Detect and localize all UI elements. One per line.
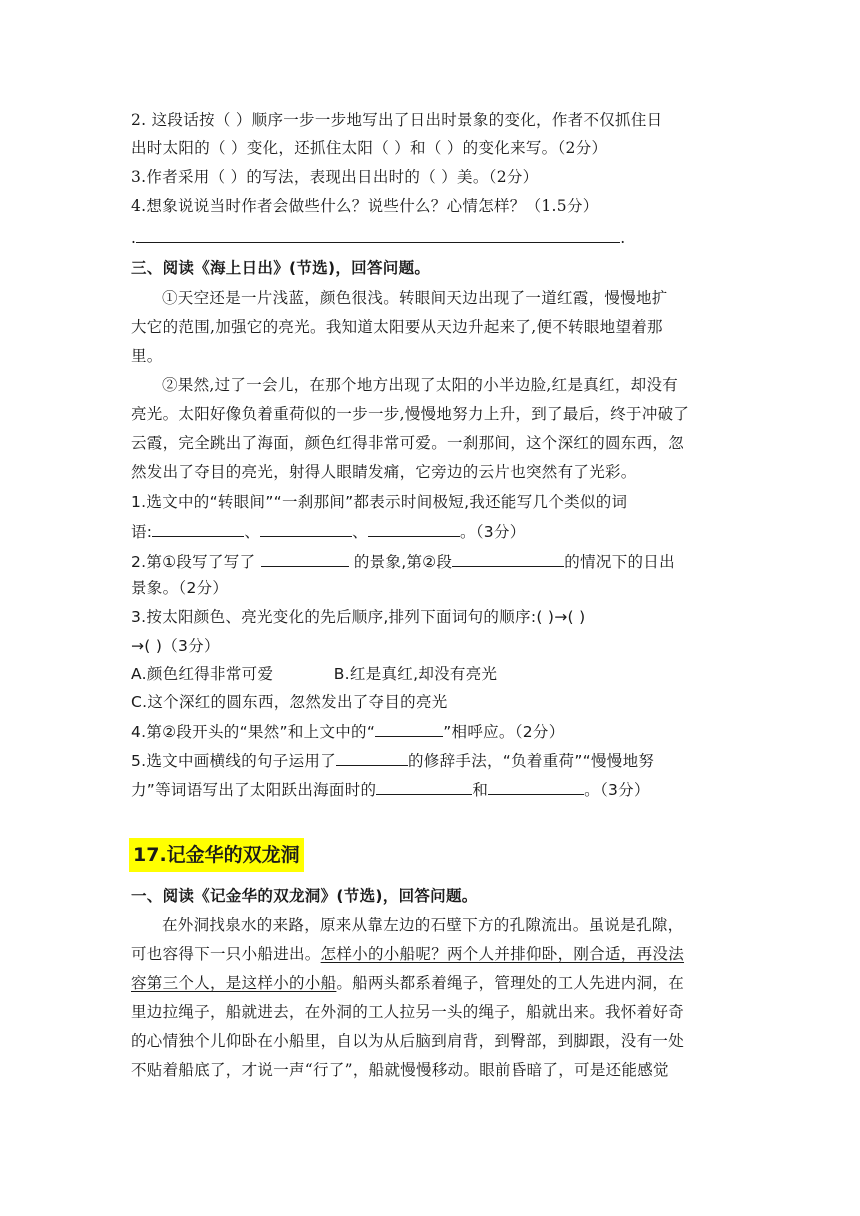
s3-q3-line-1: 3.按太阳颜色、亮光变化的先后顺序,排列下面词句的顺序:( )→( ) (131, 608, 586, 626)
q4-answer-prefix: . (131, 229, 137, 247)
q4-answer-line (131, 226, 741, 248)
q4-answer-suffix: . (620, 229, 626, 247)
passage-p2-line-2: 亮光。太阳好像负着重荷似的一步一步,慢慢地努力上升，到了最后，终于冲破了 (131, 405, 690, 423)
s3-q2-line-2: 景象。（2分） (131, 579, 229, 597)
s3-q1-blank-3[interactable] (368, 520, 460, 537)
s3-q2-line-1 (131, 550, 741, 572)
passage-p1-line-3: 里。 (131, 347, 163, 365)
lesson17-text-plain-2: 。船两头都系着绳子，管理处的工人先进内洞，在 (336, 974, 685, 992)
s3-q1-blank-2[interactable] (260, 520, 352, 537)
passage-p1-line-2: 大它的范围,加强它的亮光。我知道太阳要从天边升起来了,便不转眼地望着那 (131, 318, 663, 336)
lesson17-passage-line-1: 在外洞找泉水的来路，原来从靠左边的石壁下方的孔隙流出。虽说是孔隙， (162, 916, 684, 934)
s3-q1-line-1: 1.选文中的“转眼间”“一刹那间”都表示时间极短,我还能写几个类似的词 (131, 493, 628, 511)
s3-q5-line-1 (131, 749, 741, 771)
s3-q5-blank-3[interactable] (488, 778, 584, 795)
lesson17-passage-line-6: 不贴着船底了，才说一声“行了”，船就慢慢移动。眼前昏暗了，可是还能感觉 (131, 1061, 669, 1079)
option-a: A.颜色红得非常可爱 (131, 665, 274, 683)
lesson17-underlined-sentence-part-2: 容第三个人，是这样小的小船 (131, 974, 337, 992)
s3-q4-text-a: 4.第②段开头的“果然”和上文中的“ (131, 723, 376, 741)
passage-p2-line-3: 云霞，完全跳出了海面，颜色红得非常可爱。一刹那间，这个深红的圆东西，忽 (131, 434, 685, 452)
s3-q2-blank-1[interactable] (261, 550, 349, 567)
lesson17-passage-line-2 (131, 944, 741, 964)
s3-q5-text-a: 5.选文中画横线的句子运用了 (131, 752, 336, 770)
lesson17-passage-line-4: 里边拉绳子，船就进去，在外洞的工人拉另一头的绳子，船就出来。我怀着好奇 (131, 1003, 685, 1021)
s3-q3-line-2: →( )（3分） (131, 637, 220, 655)
s3-q2-text-a: 2.第①段写了写了 (131, 553, 256, 571)
s3-q5-text-d: 和 (472, 781, 489, 799)
s3-q5-text-e: 。（3分） (584, 781, 650, 799)
s3-q5-text-b: 的修辞手法，“负着重荷”“慢慢地努 (408, 752, 655, 770)
s3-q1-prefix: 语: (131, 523, 153, 541)
s3-q1-sep-2: 、 (352, 523, 368, 541)
s3-q1-sep-1: 、 (244, 523, 261, 541)
option-c: C.这个深红的圆东西，忽然发出了夺目的亮光 (131, 693, 448, 711)
passage-p2-line-4: 然发出了夺目的亮光，射得人眼睛发痛，它旁边的云片也突然有了光彩。 (131, 463, 637, 481)
lesson17-passage-line-3 (131, 973, 741, 993)
s3-q5-text-c: 力”等词语写出了太阳跃出海面时的 (131, 781, 377, 799)
s3-q5-blank-2[interactable] (376, 778, 472, 795)
s3-q2-text-c: 的情况下的日出 (564, 553, 675, 571)
q2-line-1: 2. 这段话按（ ）顺序一步一步地写出了日出时景象的变化，作者不仅抓住日 (131, 111, 663, 129)
lesson17-underlined-sentence-part-1: 怎样小的小船呢？两个人并排仰卧，刚合适，再没法 (320, 945, 685, 963)
q2-line-2: 出时太阳的（ ）变化，还抓住太阳（ ）和（ ）的变化来写。（2分） (131, 139, 608, 157)
s3-q4-blank[interactable] (375, 720, 443, 737)
section3-title: 三、阅读《海上日出》(节选)，回答问题。 (131, 259, 431, 277)
s3-q4-text-b: ”相呼应。（2分） (443, 723, 565, 741)
lesson-17-heading: 17.记金华的双龙洞 (129, 838, 304, 872)
passage-p2-line-1: ②果然,过了一会儿，在那个地方出现了太阳的小半边脸,红是真红，却没有 (162, 376, 679, 394)
s3-q5-line-2 (131, 778, 741, 800)
s3-q3-options-ab (131, 664, 741, 684)
q3-text: 3.作者采用（ ）的写法，表现出日出时的（ ）美。（2分） (131, 168, 539, 186)
lesson17-section-title: 一、阅读《记金华的双龙洞》(节选)，回答问题。 (131, 887, 478, 905)
lesson17-text-plain: 可也容得下一只小船进出。 (131, 945, 321, 963)
q4-answer-blank[interactable] (136, 226, 620, 243)
lesson17-passage-line-5: 的心情独个儿仰卧在小船里，自以为从后脑到肩背，到臀部，到脚跟，没有一处 (131, 1032, 685, 1050)
passage-p1-line-1: ①天空还是一片浅蓝，颜色很浅。转眼间天边出现了一道红霞，慢慢地扩 (162, 289, 668, 307)
s3-q1-score: 。（3分） (459, 523, 526, 541)
s3-q2-text-b: 的景象,第②段 (353, 553, 453, 571)
s3-q5-blank-1[interactable] (336, 749, 408, 766)
s3-q4-line (131, 720, 741, 742)
s3-q2-blank-2[interactable] (452, 550, 564, 567)
option-b: B.红是真红,却没有亮光 (333, 665, 498, 683)
q4-text: 4.想象说说当时作者会做些什么？说些什么？心情怎样？（1.5分） (131, 197, 599, 215)
s3-q1-blank-1[interactable] (152, 520, 244, 537)
s3-q1-line-2 (131, 520, 741, 542)
